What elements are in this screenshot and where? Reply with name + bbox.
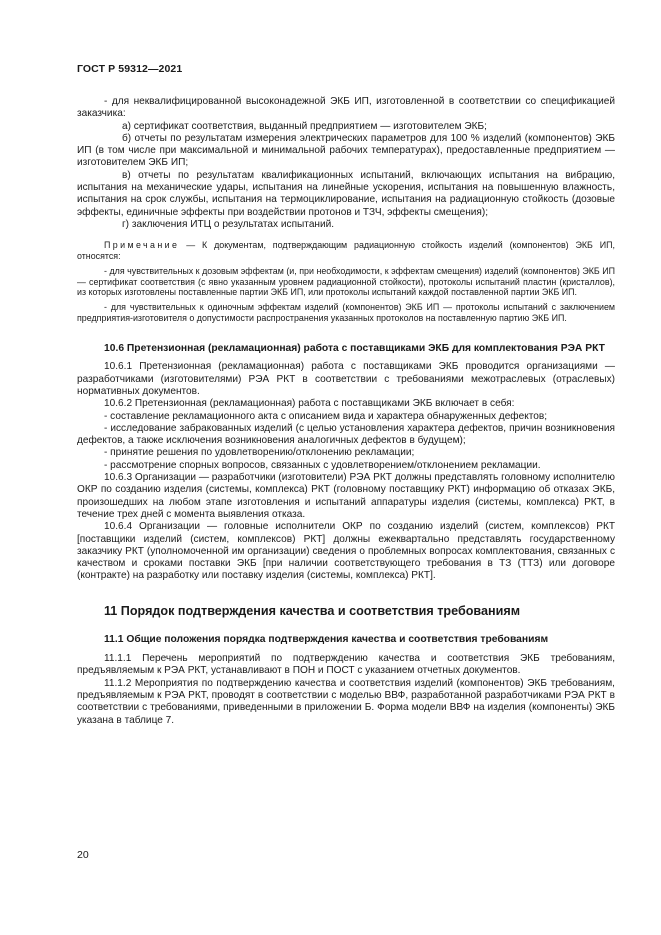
note-label: Примечание bbox=[104, 240, 180, 251]
paragraph: 10.6.3 Организации — разработчики (изготовители) РЭА РКТ должны представлять головному исполнителю ОКР по созданию изделия (системы, комплекса) РКТ (головному поставщику РКТ) информацию об отказах ЭКБ, произошедших на любом этапе изготовления и испытаний аппаратуры изделия (системы, комплекса) РКТ, в течение трех дней с момента выявления отказа. bbox=[77, 472, 615, 520]
chapter-heading-11: 11 Порядок подтверждения качества и соответствия требованиям bbox=[104, 603, 521, 618]
list-item: - принятие решения по удовлетворению/отклонению рекламации; bbox=[104, 447, 415, 459]
paragraph: 11.1.1 Перечень мероприятий по подтверждению качества и соответствия ЭКБ требованиям, предъявляемым к РЭА РКТ, устанавливают в ПОН и ПОСТ с указанием отчетных документов. bbox=[77, 653, 615, 677]
paragraph: 10.6.1 Претензионная (рекламационная) работа с поставщиками ЭКБ проводится организациями — разработчиками (изготовителями) РЭА РКТ в соответствии с требованиями межотраслевых (отраслевых) нормативных документов. bbox=[77, 361, 615, 397]
page-content bbox=[77, 96, 615, 727]
paragraph: 11.1.2 Мероприятия по подтверждению качества и соответствия изделий (компонентов) ЭКБ требованиям, предъявляемым к РЭА РКТ, проводят в соответствии с моделью ВВФ, разработанной разработчиками РЭА РКТ в соответствии с требованиями, приведенными в приложении Б. Форма модели ВВФ на изделия (компоненты) ЭКБ указана в таблице 7. bbox=[77, 677, 615, 726]
note-item: - для чувствительных к одиночным эффектам изделий (компонентов) ЭКБ ИП — протоколы испытаний с заключением предприятия-изготовителя о допустимости распространения указанных протоколов на поставленную партию ЭКБ ИП. bbox=[77, 302, 615, 324]
list-item: в) отчеты по результатам квалификационных испытаний, включающих испытания на вибрацию, испытания на механические удары, испытания на линейные ускорения, испытания на повышенную влажность, испытания на срок службы, испытания на термоциклирование, испытания на радиационную стойкость (дозовые эффекты, единичные эффекты при воздействии протонов и ТЗЧ, эффекты смещения); bbox=[77, 169, 615, 218]
paragraph: 10.6.4 Организации — головные исполнители ОКР по созданию изделий (систем, комплексов) РКТ [поставщики изделий (систем, комплексов) РКТ] должны ежеквартально представлять государственному заказчику РКТ (уполномоченной им организации) сведения о проблемных вопросах комплектования, связанных с качеством и сроками поставки ЭКБ [при наличии соответствующего требования в ТЗ (ТТЗ) или договоре (контракте) на разработку или поставку изделия (системы, комплекса) РКТ]. bbox=[77, 521, 615, 582]
section-heading-10-6: 10.6 Претензионная (рекламационная) работа с поставщиками ЭКБ для комплектования РЭА РКТ bbox=[104, 342, 605, 354]
list-item: а) сертификат соответствия, выданный предприятием — изготовителем ЭКБ; bbox=[122, 120, 487, 132]
note-text: — К документам, подтверждающим радиационную стойкость изделий (компонентов) ЭКБ ИП, относятся: bbox=[77, 240, 615, 262]
list-item: - исследование забракованных изделий (с целью установления характера дефектов, причин возникновения дефектов, а также исключения возникновения аналогичных дефектов в будущем); bbox=[77, 422, 615, 447]
list-item: - составление рекламационного акта с описанием вида и характера обнаруженных дефектов; bbox=[104, 410, 548, 422]
paragraph: - для неквалифицированной высоконадежной ЭКБ ИП, изготовленной в соответствии со спецификацией заказчика: bbox=[77, 96, 615, 120]
list-item: б) отчеты по результатам измерения электрических параметров для 100 % изделий (компонентов) ЭКБ ИП (в том числе при максимальной и минимальной рабочих температурах), предоставленные предприятием — изготовителем ЭКБ ИП; bbox=[77, 132, 615, 169]
note-item: - для чувствительных к дозовым эффектам (и, при необходимости, к эффектам смещения) изделий (компонентов) ЭКБ ИП — сертификат соответствия (с явно указанным уровнем радиационной стойкости), протоколы испытаний пластин (кристаллов), из которых изготовлены поставленные партии ЭКБ ИП, или протоколы испытаний каждой поставленной партии ЭКБ ИП. bbox=[77, 265, 615, 298]
note-block bbox=[77, 240, 615, 324]
note-intro bbox=[77, 240, 615, 262]
list-item: г) заключения ИТЦ о результатах испытаний. bbox=[122, 218, 335, 230]
page-number: 20 bbox=[77, 849, 89, 861]
list-item: - рассмотрение спорных вопросов, связанных с удовлетворением/отклонением рекламации. bbox=[104, 459, 541, 471]
section-heading-11-1: 11.1 Общие положения порядка подтверждения качества и соответствия требованиям bbox=[104, 633, 549, 645]
doc-code-header: ГОСТ Р 59312—2021 bbox=[77, 63, 183, 75]
paragraph: 10.6.2 Претензионная (рекламационная) работа с поставщиками ЭКБ включает в себя: bbox=[104, 398, 515, 410]
